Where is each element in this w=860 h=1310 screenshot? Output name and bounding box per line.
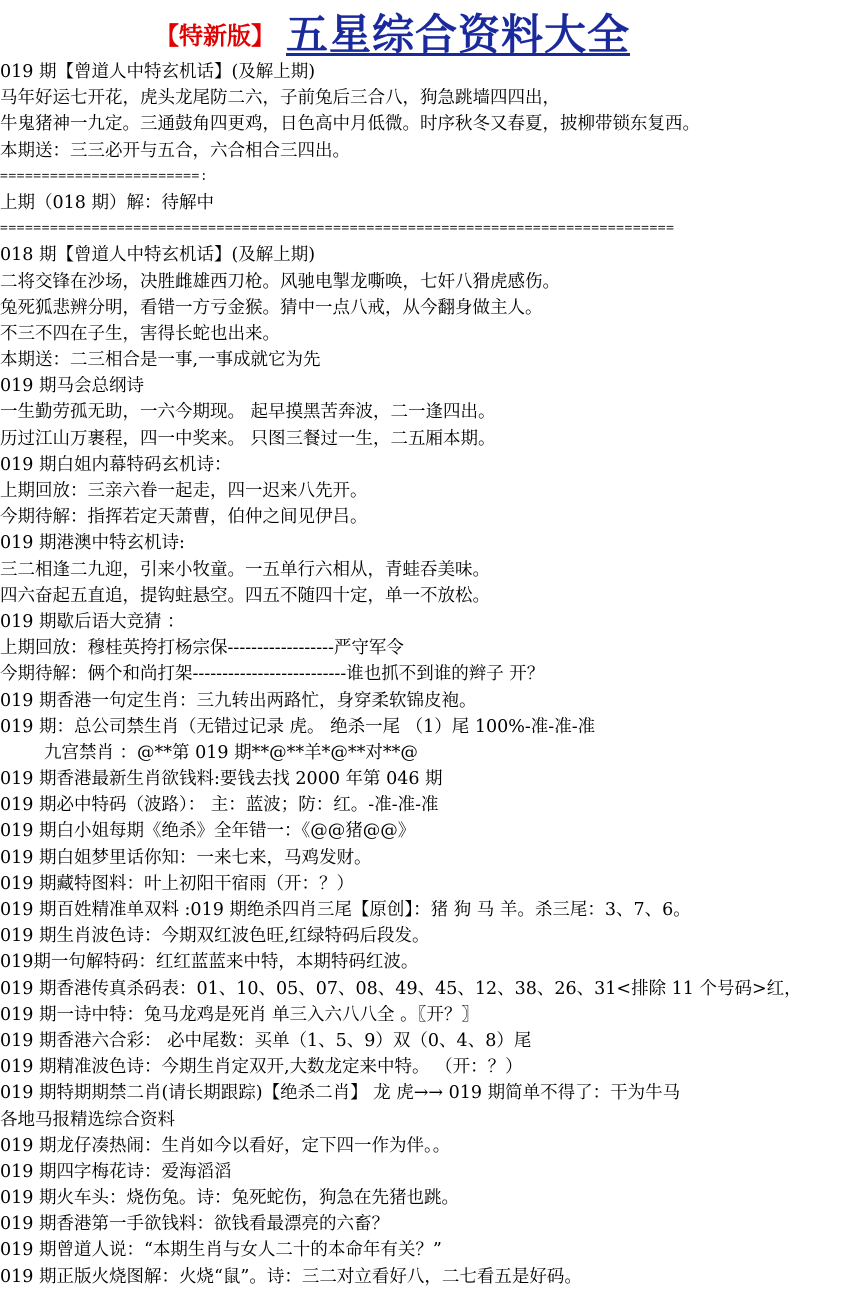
text-line: 019 期藏特图料：叶上初阳干宿雨（开：？）: [0, 873, 354, 894]
text-line: 019 期港澳中特玄机诗:: [0, 533, 185, 554]
text-line: 019 期香港最新生肖欲钱料:要钱去找 2000 年第 046 期: [0, 769, 443, 790]
text-line: 三二相逢二九迎，引来小牧童。一五单行六相从，青蛙吞美味。: [0, 559, 490, 580]
text-line: 九宫禁肖 ：@**第 019 期**@**羊*@**对**@: [44, 742, 418, 763]
edition-badge: 【特新版】: [155, 22, 275, 50]
text-line: 今期待解：俩个和尚打架--------------------------谁也抓不到谁的辫子 开？: [0, 664, 545, 685]
text-line: 上期回放：穆桂英挎打杨宗保------------------严守军令: [0, 638, 404, 659]
text-line: 019 期特期期禁二肖(请长期跟踪)【绝杀二肖】 龙 虎→→ 019 期简单不得了：干为牛马: [0, 1083, 681, 1104]
text-line: 本期送：三三必开与五合，六合相合三四出。: [0, 140, 350, 161]
text-line: 历过江山万裹程，四一中奖来。 只图三餐过一生，二五厢本期。: [0, 428, 496, 449]
text-line: 018 期【曾道人中特玄机话】(及解上期): [0, 245, 316, 266]
text-line: 四六奋起五直追，提钩蛀悬空。四五不随四十定，单一不放松。: [0, 585, 490, 606]
text-line: 019 期火车头：烧伤兔。诗：兔死蛇伤，狗急在先猪也跳。: [0, 1188, 459, 1209]
text-line: 019 期曾道人说：“本期生肖与女人二十的本命年有关？”: [0, 1240, 442, 1261]
page-header: [0, 0, 860, 60]
separator-line: =================================================================================: [0, 221, 675, 237]
text-line: 上期（018 期）解：待解中: [0, 192, 214, 213]
text-line: 019 期香港传真杀码表：01、10、05、07、08、49、45、12、38、26、31<排除 11 个号码>红，: [0, 978, 802, 999]
text-line: 019 期香港第一手欲钱料：欲钱看最漂亮的六畜？: [0, 1214, 389, 1235]
text-line: 019 期马会总纲诗: [0, 376, 144, 397]
text-line: 019 期白姐梦里话你知：一来七来，马鸡发财。: [0, 847, 372, 868]
text-line: 019 期必中特码（波路）： 主：蓝波；防：红。-准-准-准: [0, 795, 439, 816]
text-line: 019 期香港六合彩： 必中尾数：买单（1、5、9）双（0、4、8）尾: [0, 1030, 532, 1051]
text-line: 各地马报精选综合资料: [0, 1109, 175, 1130]
text-line: 019 期香港一句定生肖：三九转出两路忙，身穿柔软锦皮袍。: [0, 690, 477, 711]
text-line: 本期送：二三相合是一事,一事成就它为先: [0, 350, 321, 371]
text-line: 019 期歇后语大竞猜 ：: [0, 611, 185, 632]
text-line: 019 期白小姐每期《绝杀》全年错一：《@@猪@@》: [0, 821, 416, 842]
separator-line: ========================:: [0, 168, 209, 184]
text-line: 019 期四字梅花诗：爱海滔滔: [0, 1161, 232, 1182]
text-line: 019 期白姐内幕特码玄机诗：: [0, 454, 232, 475]
text-line: 上期回放：三亲六眷一起走，四一迟来八先开。: [0, 481, 368, 501]
text-line: 今期待解：指挥若定天萧曹，伯仲之间见伊吕。: [0, 507, 368, 528]
text-line: 019 期：总公司禁生肖（无错过记录 虎。 绝杀一尾 （1）尾 100%-准-准-准: [0, 716, 596, 737]
text-line: 一生勤劳孤无助，一六今期现。 起早摸黑苦奔波，二一逢四出。: [0, 402, 496, 423]
text-line: 不三不四在子生，害得长蛇也出来。: [0, 323, 280, 344]
document-body: [0, 59, 860, 1290]
text-line: 019 期【曾道人中特玄机话】(及解上期): [0, 62, 316, 82]
text-line: 牛鬼猪神一九定。三通鼓角四更鸡，日色高中月低微。时序秋冬又春夏，披柳带锁东复西。: [0, 114, 700, 135]
text-line: 马年好运七开花，虎头龙尾防二六，子前兔后三合八，狗急跳墙四四出，: [0, 88, 560, 109]
text-line: 019 期一诗中特：兔马龙鸡是死肖 单三入六八八全 。〖开？〗: [0, 1004, 479, 1025]
text-line: 兔死狐悲辨分明，看错一方亏金猴。猜中一点八戒，从今翻身做主人。: [0, 297, 543, 318]
text-line: 019 期正版火烧图解：火烧“鼠”。诗：三二对立看好八，二七看五是好码。: [0, 1266, 582, 1287]
text-line: 019期一句解特码：红红蓝蓝来中特，本期特码红波。: [0, 952, 419, 973]
page-title: 五星综合资料大全: [286, 10, 631, 59]
text-line: 019 期生肖波色诗：今期双红波色旺,红绿特码后段发。: [0, 926, 430, 947]
text-line: 019 期精准波色诗：今期生肖定双开,大数龙定来中特。 （开：？）: [0, 1057, 523, 1078]
text-line: 019 期龙仔凑热闹：生肖如今以看好，定下四一作为伴。。: [0, 1135, 451, 1156]
text-line: 019 期百姓精准单双料 :019 期绝杀四肖三尾【原创】：猪 狗 马 羊。杀三尾：3、7、6。: [0, 900, 691, 920]
text-line: 二将交锋在沙场，决胜雌雄西刀枪。风驰电掣龙嘶唤，七奸八猾虎感伤。: [0, 271, 560, 292]
